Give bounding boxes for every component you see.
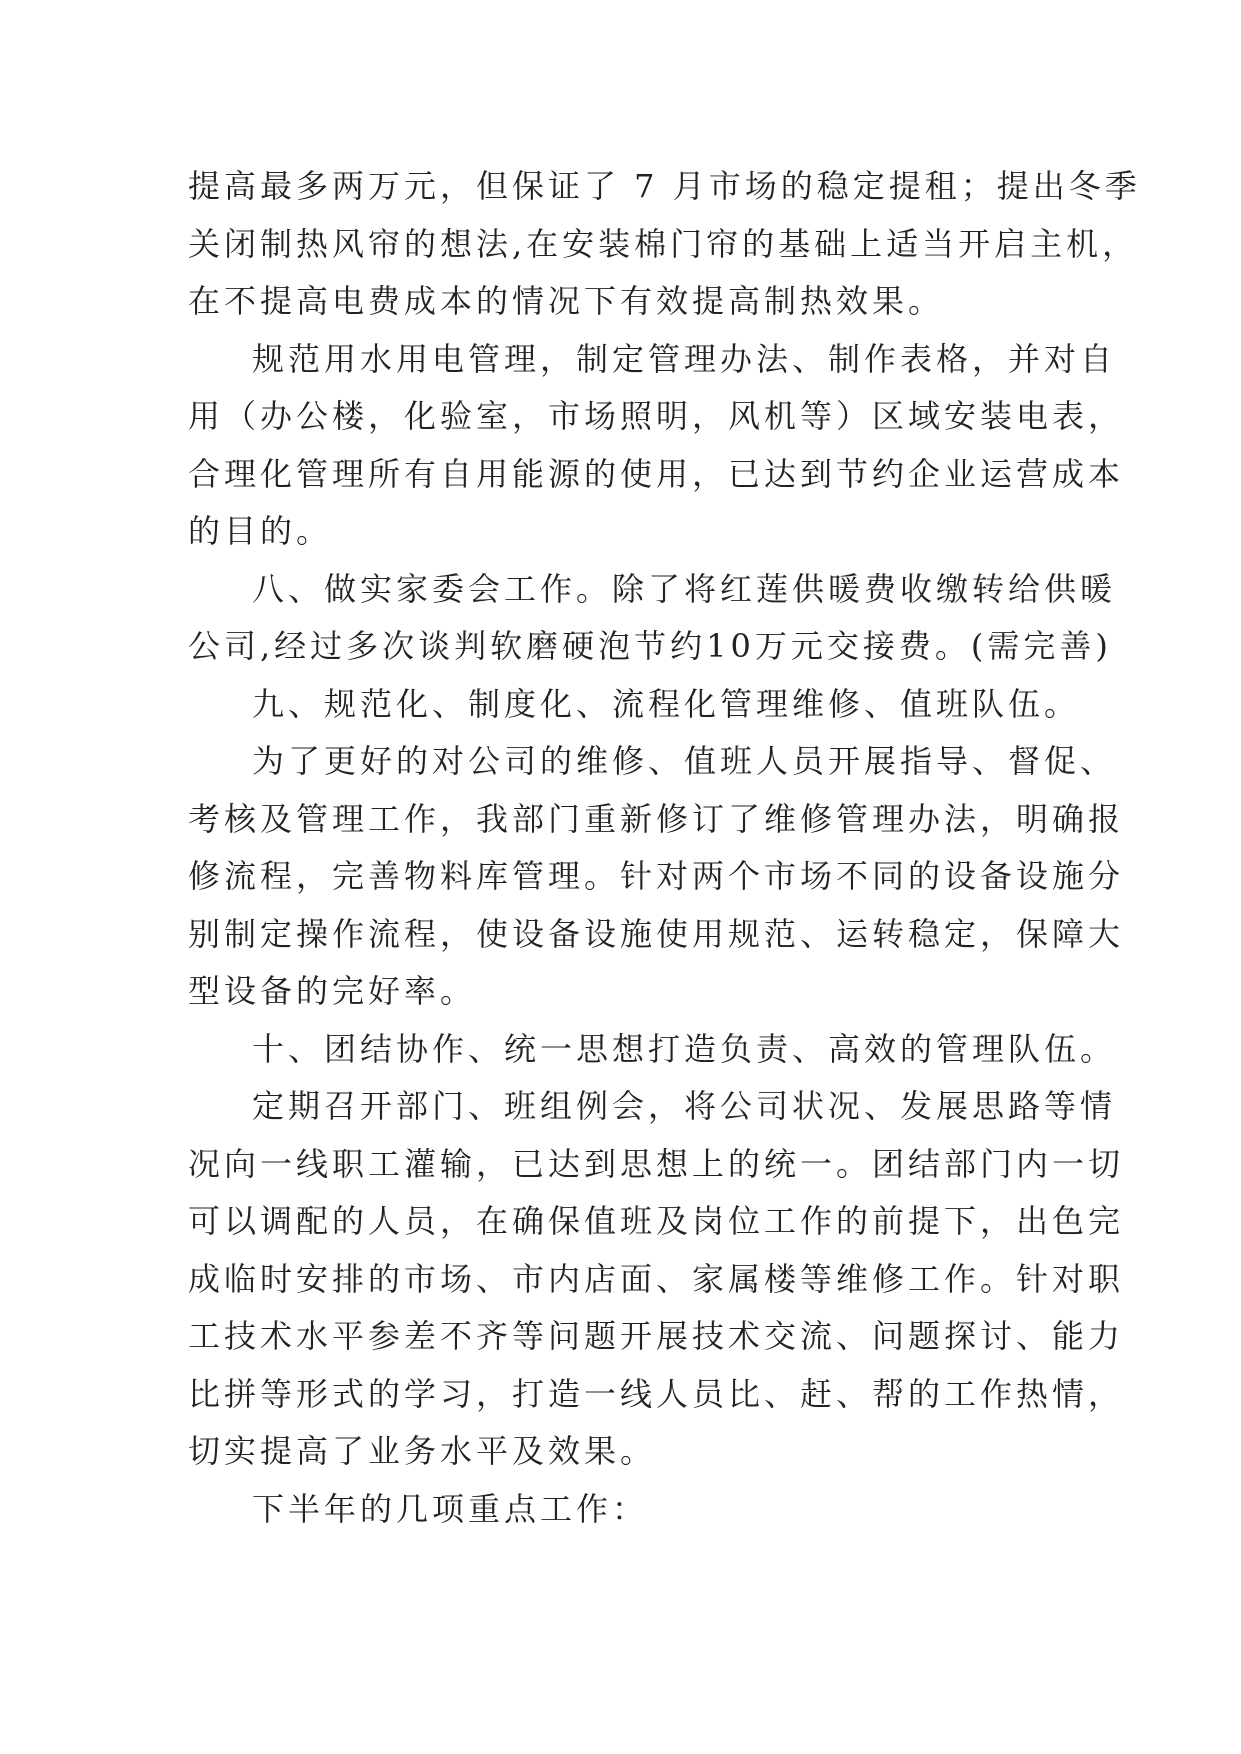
text-line: 关闭制热风帘的想法,在安装棉门帘的基础上适当开启主机，	[188, 224, 1139, 263]
text-line: 规范用水用电管理，制定管理办法、制作表格，并对自	[252, 339, 1117, 378]
text-line: 九、规范化、制度化、流程化管理维修、值班队伍。	[252, 684, 1081, 723]
text-line: 在不提高电费成本的情况下有效提高制热效果。	[188, 282, 945, 320]
text-line: 提高最多两万元，但保证了 7 月市场的稳定提租；提出冬季	[188, 167, 1141, 205]
text-line: 型设备的完好率。	[188, 972, 477, 1010]
text-line: 别制定操作流程，使设备设施使用规范、运转稳定，保障大	[188, 914, 1125, 953]
text-line: 合理化管理所有自用能源的使用，已达到节约企业运营成本	[188, 454, 1125, 493]
text-line: 修流程，完善物料库管理。针对两个市场不同的设备设施分	[188, 857, 1125, 895]
text-line: 公司,经过多次谈判软磨硬泡节约10万元交接费。(需完善)	[188, 627, 1112, 665]
text-line: 成临时安排的市场、市内店面、家属楼等维修工作。针对职	[188, 1259, 1125, 1298]
text-line: 工技术水平参差不齐等问题开展技术交流、问题探讨、能力	[188, 1317, 1125, 1355]
text-line: 切实提高了业务水平及效果。	[188, 1432, 657, 1470]
text-line: 可以调配的人员，在确保值班及岗位工作的前提下，出色完	[188, 1202, 1125, 1240]
text-line: 定期召开部门、班组例会，将公司状况、发展思路等情	[252, 1087, 1117, 1125]
text-line: 十、团结协作、统一思想打造负责、高效的管理队伍。	[252, 1029, 1117, 1068]
text-line: 比拼等形式的学习，打造一线人员比、赶、帮的工作热情，	[188, 1374, 1125, 1413]
text-line: 用（办公楼，化验室，市场照明，风机等）区域安装电表，	[188, 397, 1125, 435]
text-line: 况向一线职工灌输，已达到思想上的统一。团结部门内一切	[188, 1144, 1125, 1183]
document-body	[188, 158, 1141, 1538]
text-line: 考核及管理工作，我部门重新修订了维修管理办法，明确报	[188, 799, 1125, 838]
text-line: 的目的。	[188, 512, 333, 550]
text-line: 下半年的几项重点工作：	[252, 1489, 649, 1528]
text-line: 为了更好的对公司的维修、值班人员开展指导、督促、	[252, 742, 1117, 780]
text-line: 八、做实家委会工作。除了将红莲供暖费收缴转给供暖	[252, 569, 1117, 608]
